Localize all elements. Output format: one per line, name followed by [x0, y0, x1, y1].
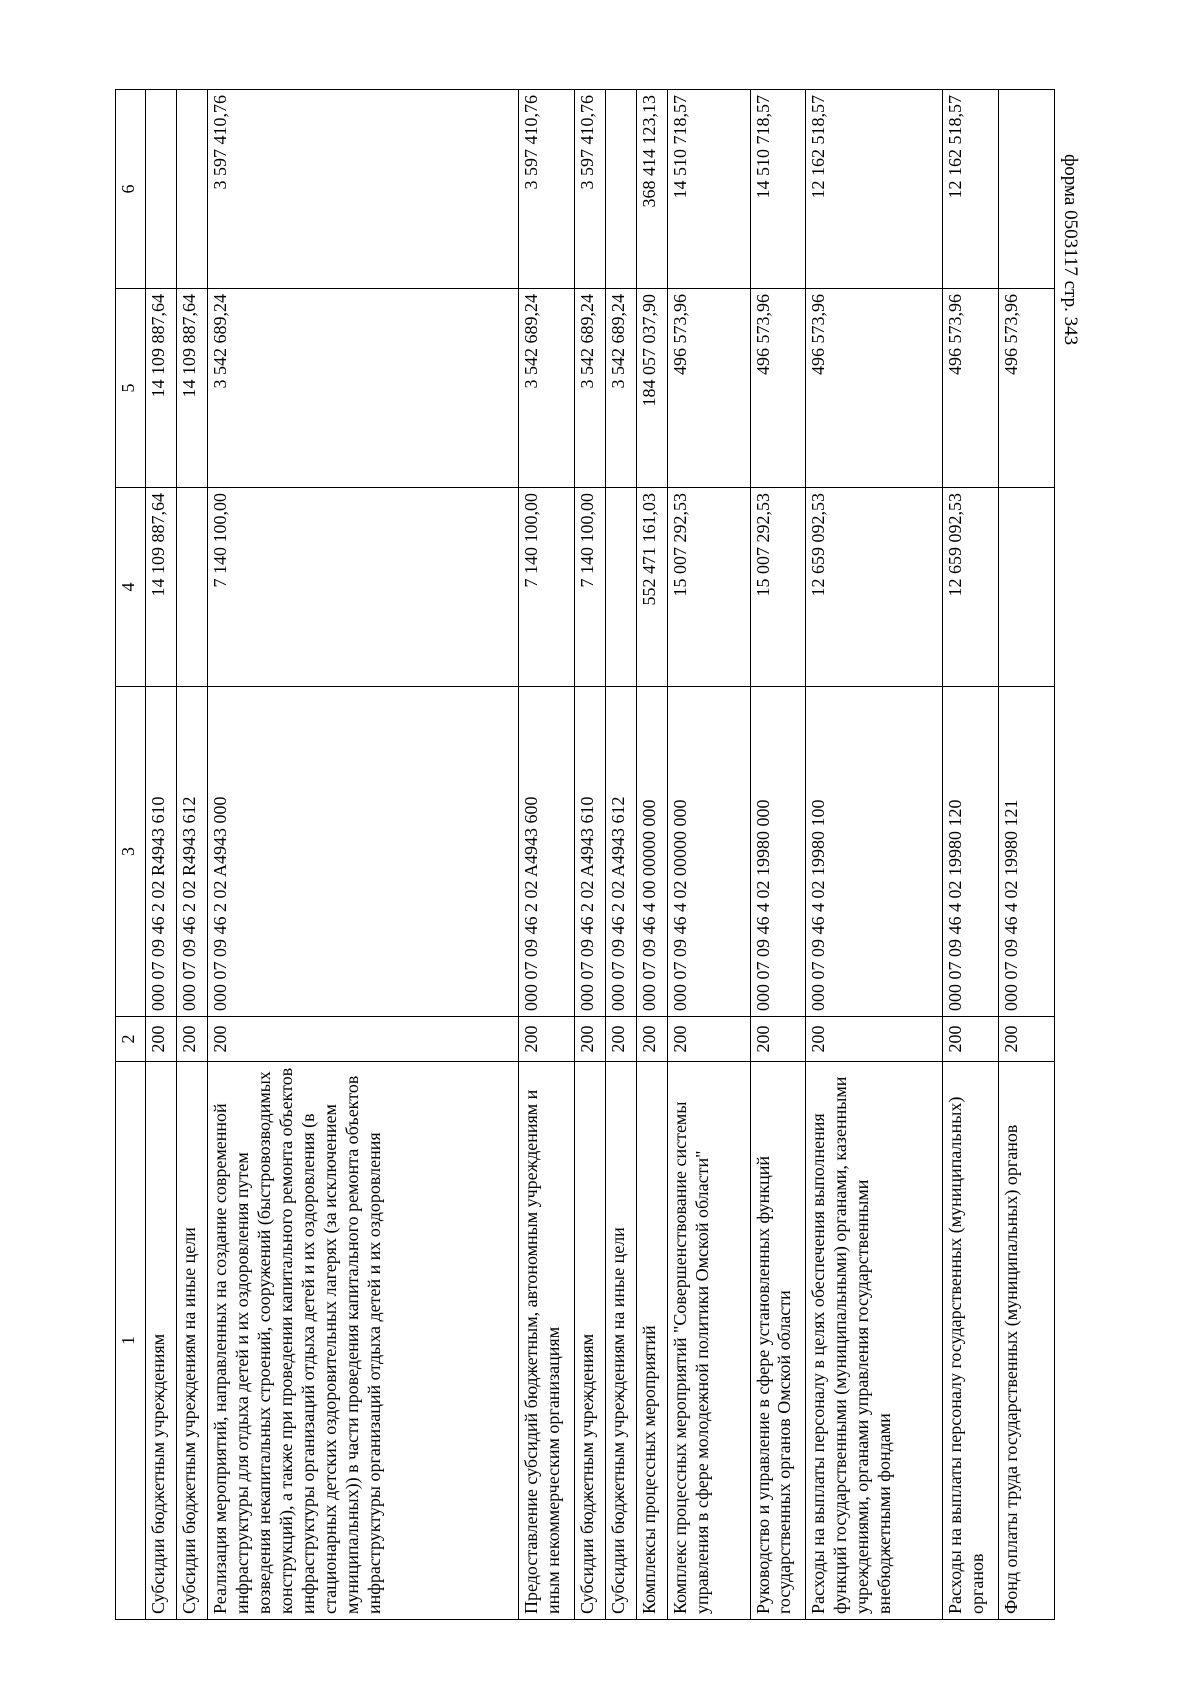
row-budget-code: 000 07 09 46 2 02 A4943 612 [605, 687, 636, 1017]
row-line-code: 200 [750, 1017, 806, 1062]
column-number: 1 [116, 1062, 146, 1620]
form-page-label: форма 0503117 стр. 343 [1060, 153, 1081, 345]
table-row [667, 90, 750, 1620]
row-budget-code: 000 07 09 46 4 02 00000 000 [667, 687, 750, 1017]
table-row [999, 90, 1055, 1620]
row-name: Субсидии бюджетным учреждениям на иные цели [605, 1062, 636, 1620]
row-approved-amount [605, 488, 636, 687]
row-executed-amount: 184 057 037,90 [636, 289, 667, 488]
row-line-code: 200 [208, 1017, 519, 1062]
row-name: Руководство и управление в сфере установленных функций государственных органов Омской области [750, 1062, 806, 1620]
row-executed-amount: 14 109 887,64 [146, 289, 177, 488]
row-executed-amount: 496 573,96 [750, 289, 806, 488]
row-executed-amount: 3 542 689,24 [208, 289, 519, 488]
row-line-code: 200 [177, 1017, 208, 1062]
row-line-code: 200 [518, 1017, 574, 1062]
row-line-code: 200 [943, 1017, 999, 1062]
row-executed-amount: 496 573,96 [667, 289, 750, 488]
table-row [750, 90, 806, 1620]
row-line-code: 200 [636, 1017, 667, 1062]
row-budget-code: 000 07 09 46 2 02 R4943 610 [146, 687, 177, 1017]
row-name: Расходы на выплаты персоналу государственных (муниципальных) органов [943, 1062, 999, 1620]
row-executed-amount: 496 573,96 [943, 289, 999, 488]
rotated-table-container [115, 90, 1055, 1620]
row-unexecuted-amount [146, 90, 177, 289]
row-unexecuted-amount [999, 90, 1055, 289]
table-row [574, 90, 605, 1620]
row-name: Субсидии бюджетным учреждениям [146, 1062, 177, 1620]
row-approved-amount: 15 007 292,53 [667, 488, 750, 687]
row-executed-amount: 14 109 887,64 [177, 289, 208, 488]
row-line-code: 200 [806, 1017, 943, 1062]
row-approved-amount [177, 488, 208, 687]
row-approved-amount: 15 007 292,53 [750, 488, 806, 687]
table-row [605, 90, 636, 1620]
row-budget-code: 000 07 09 46 2 02 A4943 610 [574, 687, 605, 1017]
row-budget-code: 000 07 09 46 2 02 A4943 000 [208, 687, 519, 1017]
row-line-code: 200 [574, 1017, 605, 1062]
row-line-code: 200 [605, 1017, 636, 1062]
row-budget-code: 000 07 09 46 4 00 00000 000 [636, 687, 667, 1017]
row-unexecuted-amount: 368 414 123,13 [636, 90, 667, 289]
row-unexecuted-amount [605, 90, 636, 289]
row-budget-code: 000 07 09 46 4 02 19980 000 [750, 687, 806, 1017]
row-approved-amount: 7 140 100,00 [518, 488, 574, 687]
table-row [208, 90, 519, 1620]
row-approved-amount: 12 659 092,53 [943, 488, 999, 687]
row-executed-amount: 496 573,96 [806, 289, 943, 488]
row-name: Реализация мероприятий, направленных на создание современной инфраструктуры для отдыха детей и их оздоровления путем возведения некапитальных строений, сооружений (быстровозводимых конструкций), а также при проведении капитального ремонта объектов инфраструктуры организаций отдыха детей и их оздоровления (в стационарных детских оздоровительных лагерях (за исключением муниципальных)) в части проведения капитального ремонта объектов инфраструктуры организаций отдыха детей и их оздоровления [208, 1062, 519, 1620]
row-budget-code: 000 07 09 46 4 02 19980 120 [943, 687, 999, 1017]
table-row [636, 90, 667, 1620]
row-unexecuted-amount: 3 597 410,76 [518, 90, 574, 289]
column-number: 3 [116, 687, 146, 1017]
row-budget-code: 000 07 09 46 2 02 A4943 600 [518, 687, 574, 1017]
row-unexecuted-amount: 14 510 718,57 [667, 90, 750, 289]
row-unexecuted-amount: 12 162 518,57 [943, 90, 999, 289]
row-unexecuted-amount: 3 597 410,76 [574, 90, 605, 289]
table-row [806, 90, 943, 1620]
row-budget-code: 000 07 09 46 4 02 19980 121 [999, 687, 1055, 1017]
column-number: 6 [116, 90, 146, 289]
row-line-code: 200 [667, 1017, 750, 1062]
row-name: Комплексы процессных мероприятий [636, 1062, 667, 1620]
row-unexecuted-amount: 3 597 410,76 [208, 90, 519, 289]
row-executed-amount: 3 542 689,24 [574, 289, 605, 488]
table-row [177, 90, 208, 1620]
table-row [146, 90, 177, 1620]
table-row [943, 90, 999, 1620]
row-approved-amount: 12 659 092,53 [806, 488, 943, 687]
row-name: Субсидии бюджетным учреждениям [574, 1062, 605, 1620]
row-name: Комплекс процессных мероприятий "Совершенствование системы управления в сфере молодежной политики Омской области" [667, 1062, 750, 1620]
row-budget-code: 000 07 09 46 4 02 19980 100 [806, 687, 943, 1017]
row-unexecuted-amount: 12 162 518,57 [806, 90, 943, 289]
column-number: 5 [116, 289, 146, 488]
row-line-code: 200 [999, 1017, 1055, 1062]
row-approved-amount: 7 140 100,00 [574, 488, 605, 687]
budget-execution-table [115, 89, 1055, 1620]
row-executed-amount: 3 542 689,24 [605, 289, 636, 488]
column-number: 2 [116, 1017, 146, 1062]
row-approved-amount: 7 140 100,00 [208, 488, 519, 687]
row-executed-amount: 496 573,96 [999, 289, 1055, 488]
row-name: Фонд оплаты труда государственных (муниципальных) органов [999, 1062, 1055, 1620]
row-executed-amount: 3 542 689,24 [518, 289, 574, 488]
row-name: Расходы на выплаты персоналу в целях обеспечения выполнения функций государственными (муниципальными) органами, казенными учреждениями, органами управления государственными внебюджетными фондами [806, 1062, 943, 1620]
row-unexecuted-amount [177, 90, 208, 289]
row-name: Предоставление субсидий бюджетным, автономным учреждениям и иным некоммерческим организациям [518, 1062, 574, 1620]
row-unexecuted-amount: 14 510 718,57 [750, 90, 806, 289]
row-name: Субсидии бюджетным учреждениям на иные цели [177, 1062, 208, 1620]
row-budget-code: 000 07 09 46 2 02 R4943 612 [177, 687, 208, 1017]
row-approved-amount: 552 471 161,03 [636, 488, 667, 687]
row-approved-amount [999, 488, 1055, 687]
row-approved-amount: 14 109 887,64 [146, 488, 177, 687]
table-row [518, 90, 574, 1620]
column-number-row [116, 90, 146, 1620]
column-number: 4 [116, 488, 146, 687]
row-line-code: 200 [146, 1017, 177, 1062]
